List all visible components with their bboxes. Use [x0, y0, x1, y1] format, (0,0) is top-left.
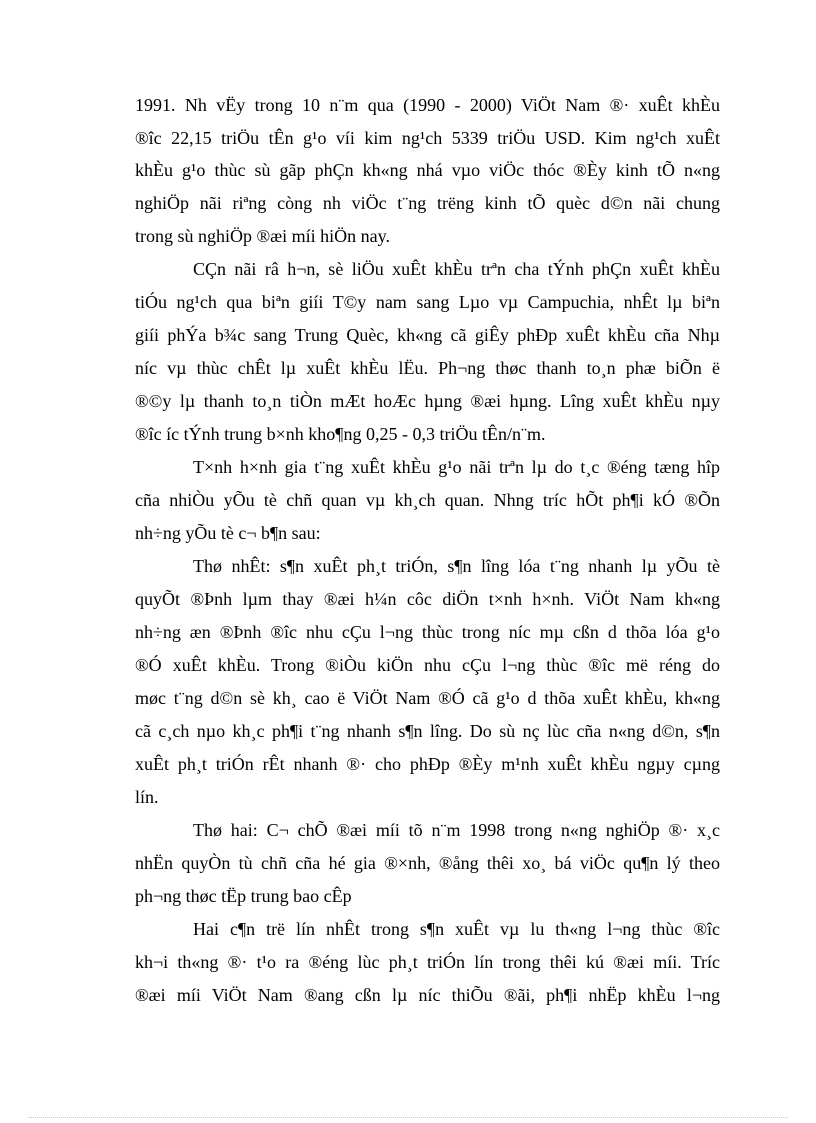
- text-line: xuÊt ph¸t triÓn rÊt nhanh ®· cho phÐp ®Èy m¹nh xuÊt khÈu ngµy cµng: [135, 754, 720, 774]
- text-line: cã c¸ch nµo kh¸c ph¶i t¨ng nhanh s¶n lîng. Do sù nç lùc cña n«ng d©n, s¶n: [135, 721, 720, 741]
- text-line: ®Ó xuÊt khÈu. Trong ®iÒu kiÖn nhu cÇu l¬ng thùc ®îc më réng do: [135, 655, 720, 675]
- page-bottom-divider: [28, 1117, 788, 1118]
- text-line: cña nhiÒu yÕu tè chñ quan vµ kh¸ch quan. Nhng tríc hÕt ph¶i kÓ ®Õn: [135, 490, 720, 510]
- text-line: ®æi míi ViÖt Nam ®ang cßn lµ níc thiÕu ®ãi, ph¶i nhËp khÈu l¬ng: [135, 985, 720, 1005]
- text-line: lín.: [135, 787, 159, 807]
- text-line: khÈu g¹o thùc sù gãp phÇn kh«ng nhá vµo viÖc thóc ®Èy kinh tÕ n«ng: [135, 160, 720, 180]
- text-line: tiÓu ng¹ch qua biªn giíi T©y nam sang Lµo vµ Campuchia, nhÊt lµ biªn: [135, 292, 720, 312]
- text-line: nghiÖp nãi riªng còng nh viÖc t¨ng trëng kinh tÕ quèc d©n nãi chung: [135, 193, 720, 213]
- text-line: quyÕt ®Þnh lµm thay ®æi h¼n côc diÖn t×nh h×nh. ViÖt Nam kh«ng: [135, 589, 720, 609]
- text-line: Thø hai: C¬ chÕ ®æi míi tõ n¨m 1998 trong n«ng nghiÖp ®· x¸c: [193, 820, 720, 840]
- text-line: ®îc 22,15 triÖu tÊn g¹o víi kim ng¹ch 5339 triÖu USD. Kim ng¹ch xuÊt: [135, 128, 720, 148]
- text-line: CÇn nãi râ h¬n, sè liÖu xuÊt khÈu trªn cha tÝnh phÇn xuÊt khÈu: [193, 259, 720, 279]
- text-line: ®îc íc tÝnh trung b×nh kho¶ng 0,25 - 0,3 triÖu tÊn/n¨m.: [135, 424, 546, 444]
- text-line: ®©y lµ thanh to¸n tiÒn mÆt hoÆc hµng ®æi hµng. Lîng xuÊt khÈu nµy: [135, 391, 720, 411]
- text-line: kh¬i th«ng ®· t¹o ra ®éng lùc ph¸t triÓn lín trong thêi kú ®æi míi. Tríc: [135, 952, 720, 972]
- text-line: nh÷ng æn ®Þnh ®îc nhu cÇu l¬ng thùc trong níc mµ cßn d thõa lóa g¹o: [135, 622, 720, 642]
- text-line: 1991. Nh vËy trong 10 n¨m qua (1990 - 2000) ViÖt Nam ®· xuÊt khÈu: [135, 95, 720, 115]
- text-line: nhËn quyÒn tù chñ cña hé gia ®×nh, ®ång thêi xo¸ bá viÖc qu¶n lý theo: [135, 853, 720, 873]
- text-line: Thø nhÊt: s¶n xuÊt ph¸t triÓn, s¶n lîng lóa t¨ng nhanh lµ yÕu tè: [193, 556, 720, 576]
- text-line: giíi phÝa b¾c sang Trung Quèc, kh«ng cã giÊy phÐp xuÊt khÈu cña Nhµ: [135, 325, 720, 345]
- text-line: ph¬ng thøc tËp trung bao cÊp: [135, 886, 352, 906]
- text-line: níc vµ thùc chÊt lµ xuÊt khÈu lËu. Ph¬ng thøc thanh to¸n phæ biÕn ë: [135, 358, 720, 378]
- text-line: Hai c¶n trë lín nhÊt trong s¶n xuÊt vµ lu th«ng l¬ng thùc ®îc: [193, 919, 720, 939]
- text-line: nh÷ng yÕu tè c¬ b¶n sau:: [135, 523, 321, 543]
- text-line: trong sù nghiÖp ®æi míi hiÖn nay.: [135, 226, 391, 246]
- text-line: møc t¨ng d©n sè kh¸ cao ë ViÖt Nam ®Ó cã g¹o d thõa xuÊt khÈu, kh«ng: [135, 688, 720, 708]
- text-line: T×nh h×nh gia t¨ng xuÊt khÈu g¹o nãi trªn lµ do t¸c ®éng tæng hîp: [193, 457, 720, 477]
